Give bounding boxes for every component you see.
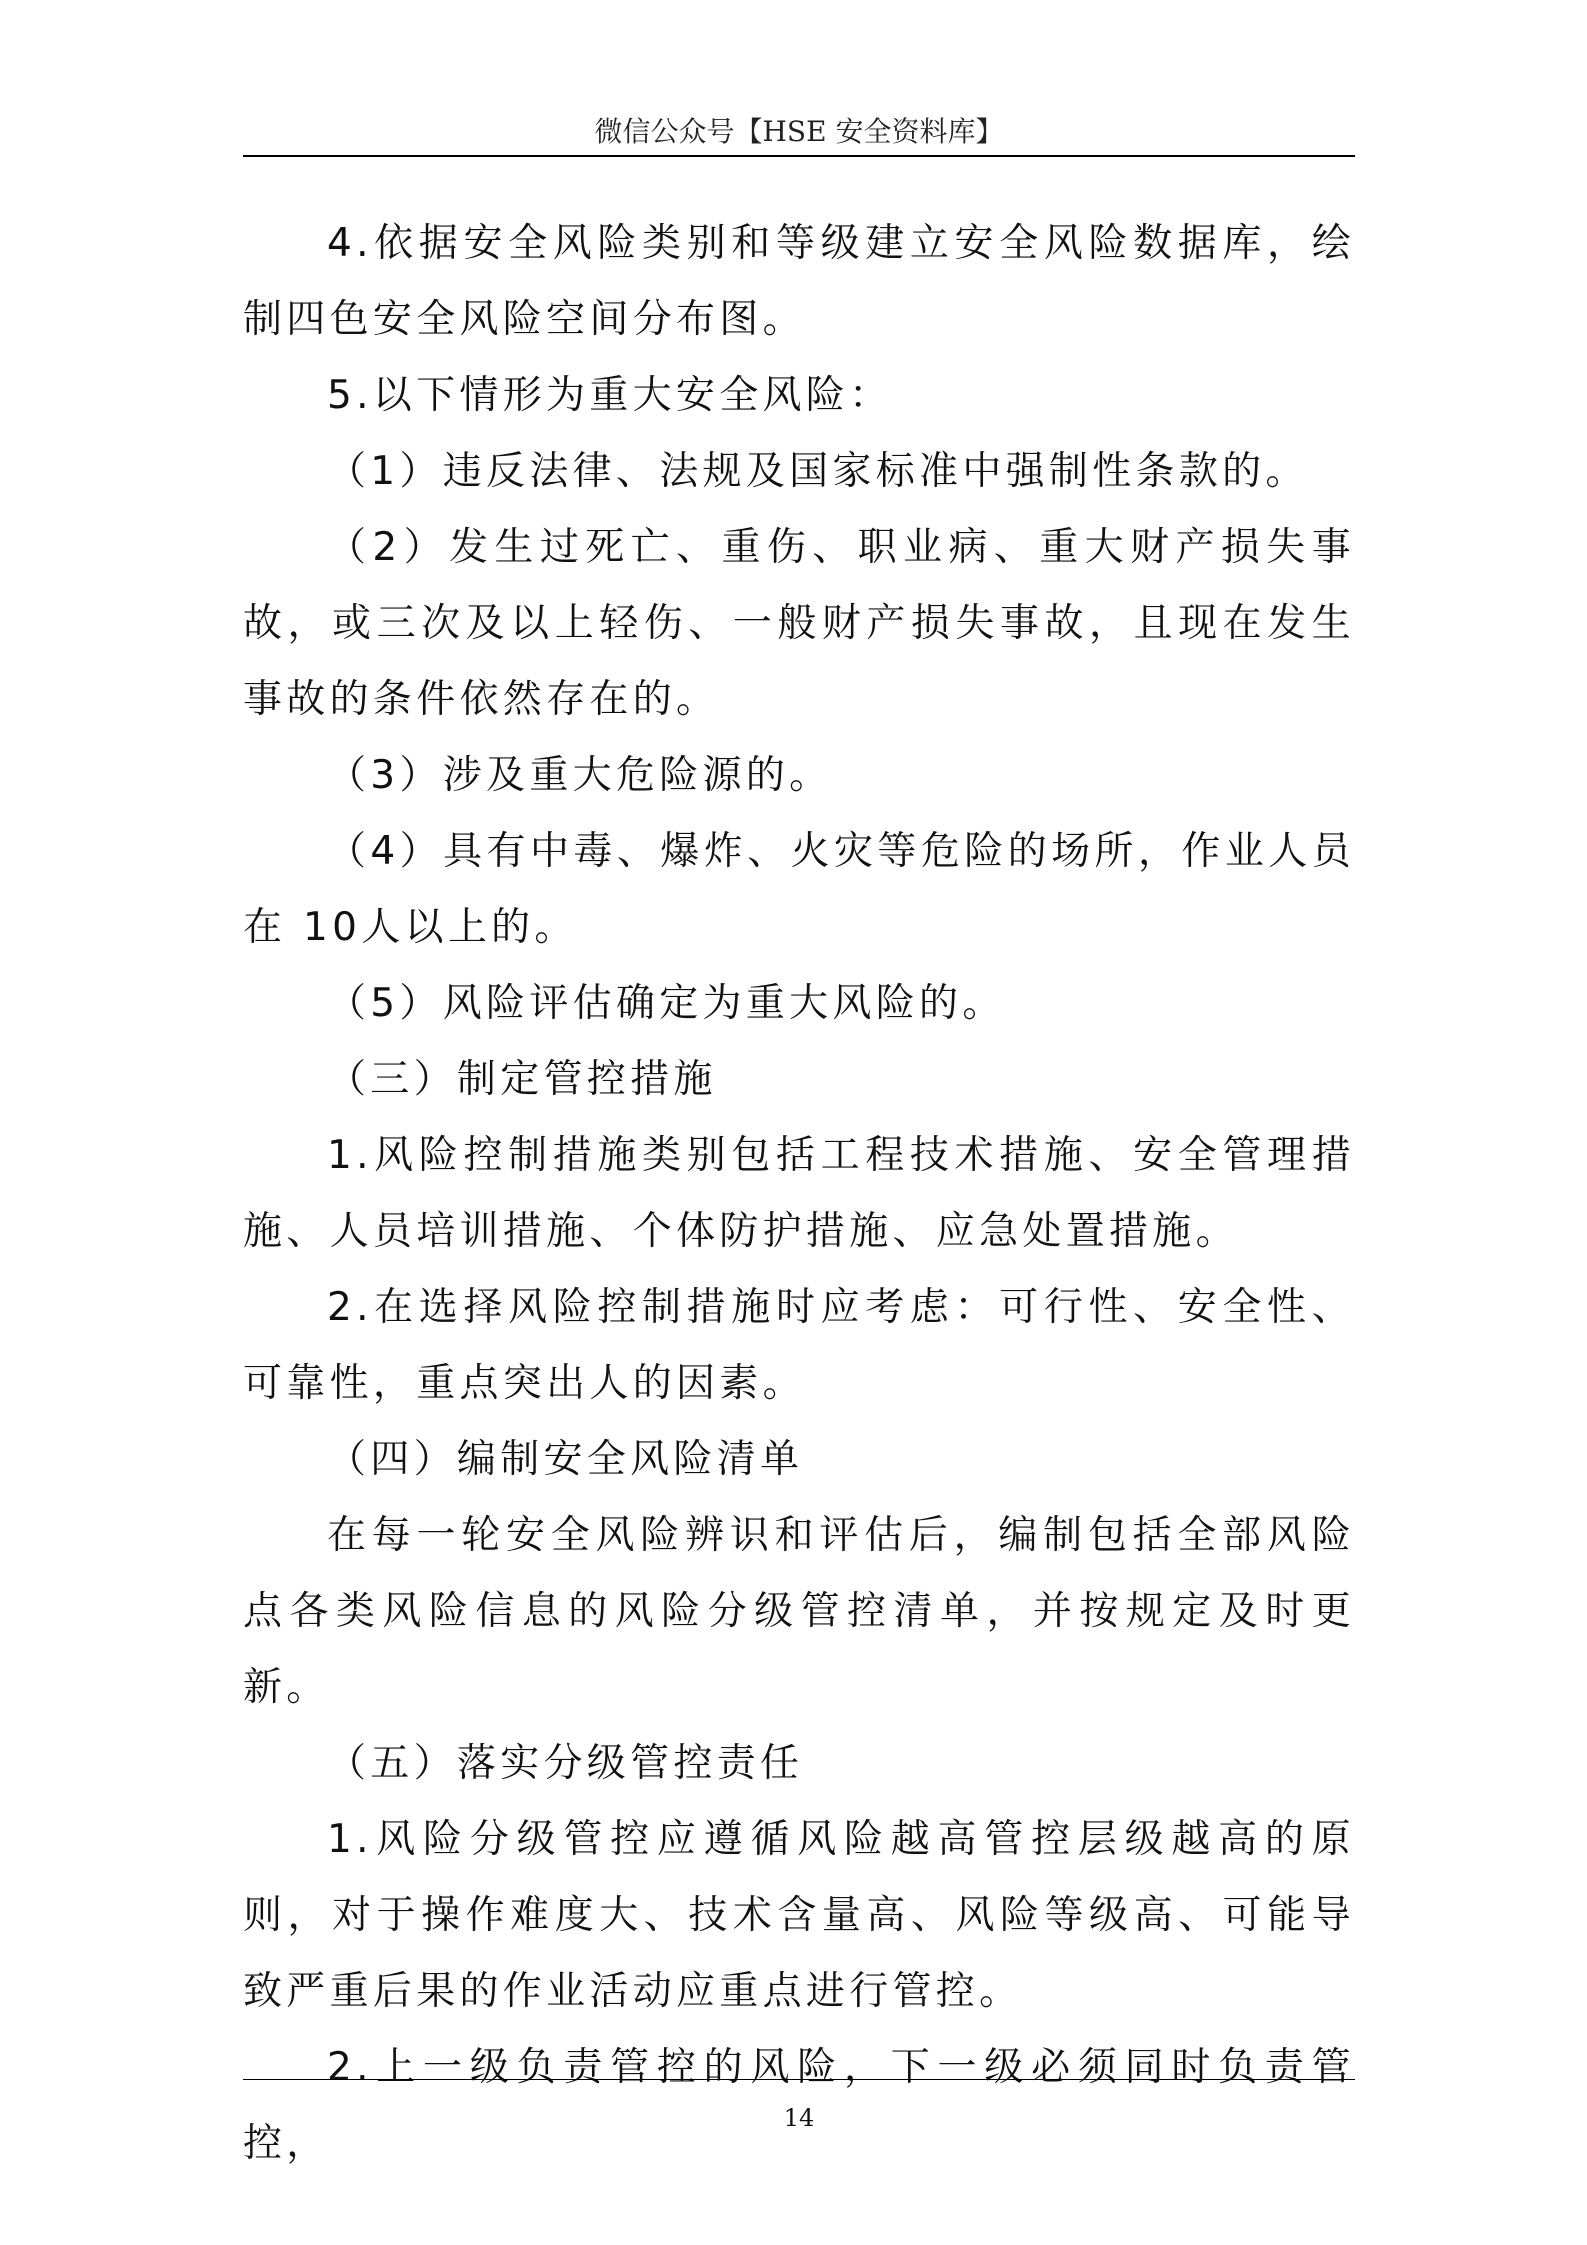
paragraph: （3）涉及重大危险源的。 <box>327 753 833 798</box>
paragraph: （1）违反法律、法规及国家标准中强制性条款的。 <box>327 449 1309 494</box>
document-body <box>243 206 1355 2182</box>
paragraph: 1.风险分级管控应遵循风险越高管控层级越高的原则，对于操作难度大、技术含量高、风险等级高、可能导致严重后果的作业活动应重点进行管控。 <box>243 1817 1355 2014</box>
section-heading: （三）制定管控措施 <box>327 1057 717 1102</box>
paragraph: （4）具有中毒、爆炸、火灾等危险的场所，作业人员在 10人以上的。 <box>243 829 1355 950</box>
paragraph: 5.以下情形为重大安全风险： <box>327 373 893 418</box>
paragraph: 1.风险控制措施类别包括工程技术措施、安全管理措施、人员培训措施、个体防护措施、应急处置措施。 <box>243 1133 1355 1254</box>
paragraph: 2.在选择风险控制措施时应考虑：可行性、安全性、可靠性，重点突出人的因素。 <box>243 1285 1355 1406</box>
page-header: 微信公众号【HSE 安全资料库】 <box>594 115 1004 148</box>
paragraph: 4.依据安全风险类别和等级建立安全风险数据库，绘制四色安全风险空间分布图。 <box>243 221 1355 342</box>
section-heading: （五）落实分级管控责任 <box>327 1741 804 1786</box>
paragraph: 在每一轮安全风险辨识和评估后，编制包括全部风险点各类风险信息的风险分级管控清单，并按规定及时更新。 <box>243 1513 1355 1710</box>
footer-divider <box>243 2079 1355 2080</box>
header-divider <box>243 155 1355 157</box>
paragraph: 2.上一级负责管控的风险，下一级必须同时负责管控， <box>243 2045 1355 2166</box>
paragraph: （2）发生过死亡、重伤、职业病、重大财产损失事故，或三次及以上轻伤、一般财产损失事故，且现在发生事故的条件依然存在的。 <box>243 525 1355 722</box>
paragraph: （5）风险评估确定为重大风险的。 <box>327 981 1006 1026</box>
page-number: 14 <box>783 2104 815 2132</box>
section-heading: （四）编制安全风险清单 <box>327 1437 804 1482</box>
